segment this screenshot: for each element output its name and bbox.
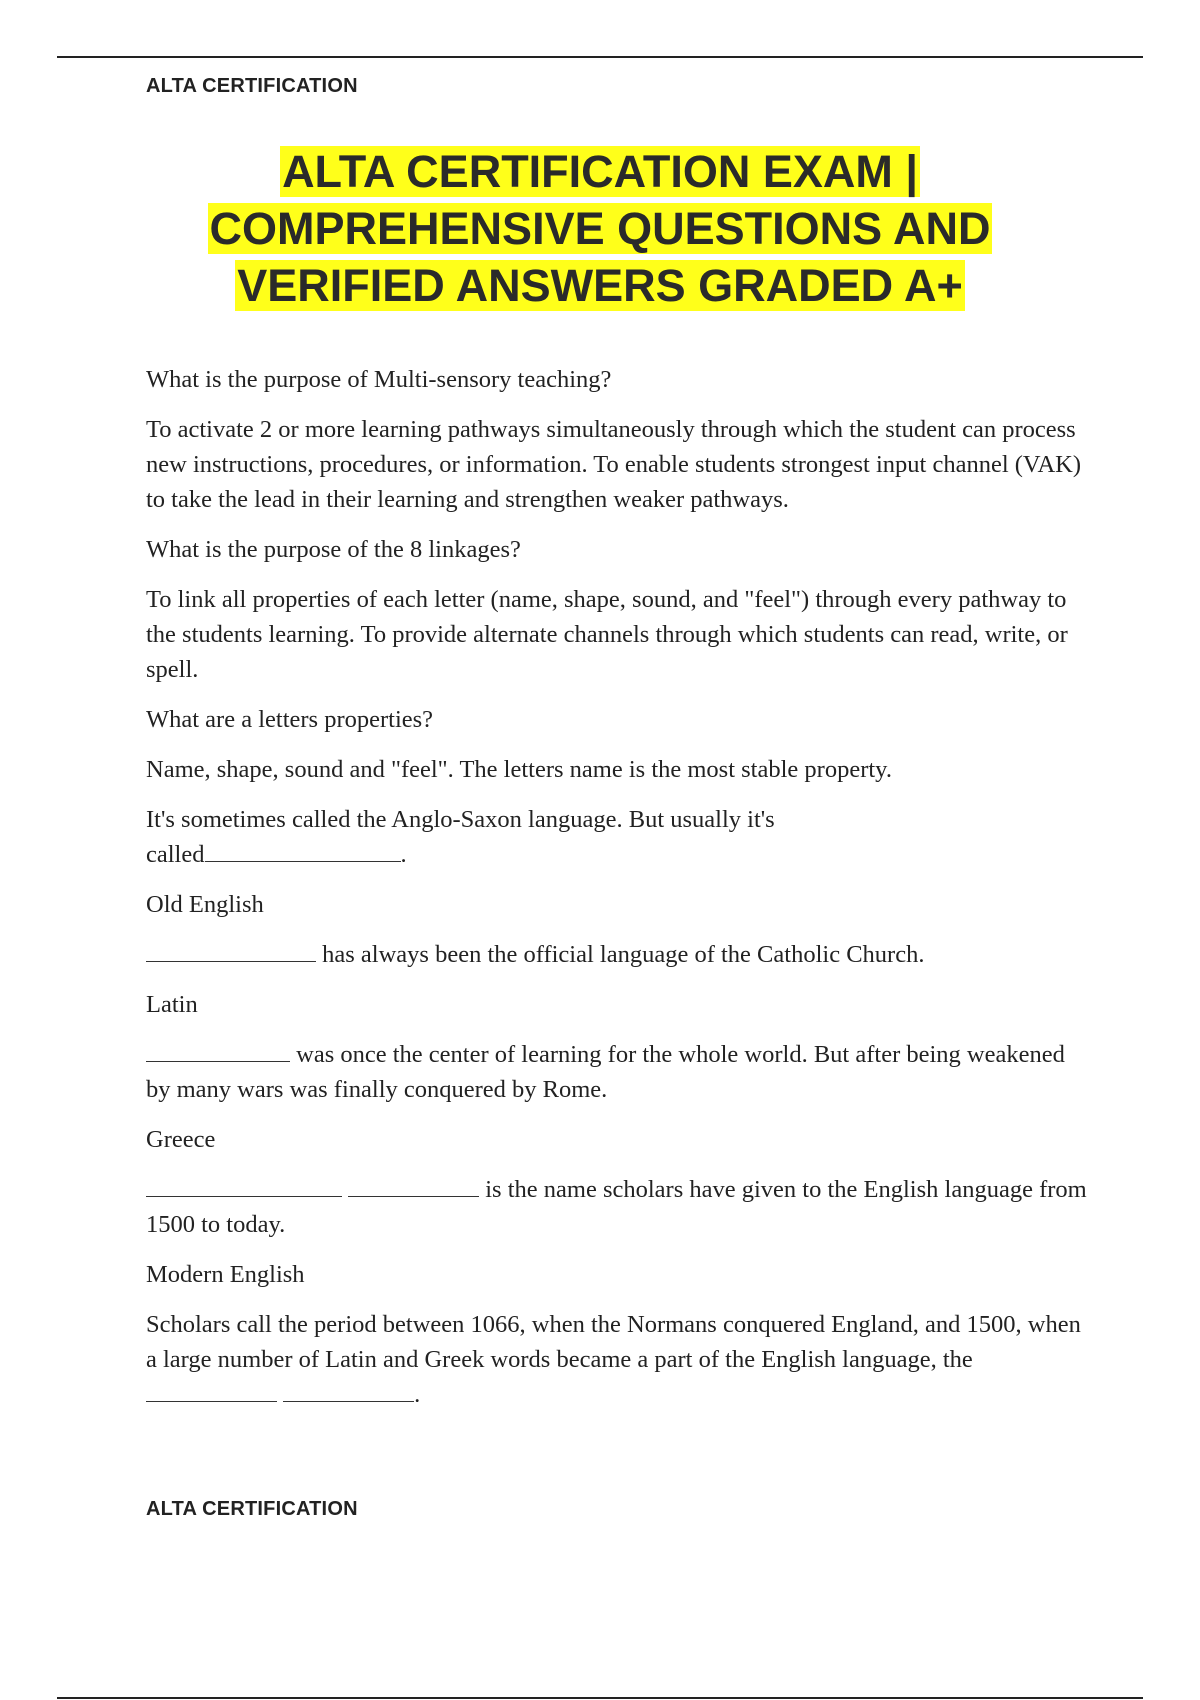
- question-5-text: has always been the official language of the Catholic Church.: [316, 941, 925, 968]
- question-8: [146, 1307, 1090, 1412]
- question-8-end: .: [414, 1381, 421, 1408]
- question-5: [146, 937, 1090, 972]
- title-line-2: COMPREHENSIVE QUESTIONS AND: [209, 203, 991, 254]
- question-7-text: is the name scholars have given to the English language from 1500 to today.: [146, 1176, 1087, 1238]
- answer-blank: [146, 1377, 277, 1402]
- title-line-1: ALTA CERTIFICATION EXAM |: [282, 146, 918, 197]
- answer-blank: [205, 837, 401, 862]
- question-8-text: Scholars call the period between 1066, when the Normans conquered England, and 1500, when a large number of Latin and Greek words became a part of the English language, the: [146, 1311, 1081, 1373]
- answer-3: Name, shape, sound and "feel". The letters name is the most stable property.: [146, 756, 892, 783]
- answer-blank: [146, 1172, 342, 1197]
- question-4-line-1: It's sometimes called the Anglo-Saxon language. But usually it's: [146, 806, 775, 833]
- question-7: [146, 1172, 1090, 1242]
- answer-5: Latin: [146, 991, 198, 1018]
- answer-6: Greece: [146, 1126, 216, 1153]
- answer-4: Old English: [146, 891, 264, 918]
- running-header-top: ALTA CERTIFICATION: [146, 75, 358, 97]
- document-title: [120, 143, 1080, 314]
- running-header-bottom: ALTA CERTIFICATION: [146, 1498, 358, 1520]
- question-4-end: .: [400, 841, 407, 868]
- answer-blank: [348, 1172, 479, 1197]
- question-2: What is the purpose of the 8 linkages?: [146, 536, 521, 563]
- question-1: What is the purpose of Multi-sensory teaching?: [146, 366, 612, 393]
- bottom-rule: [57, 1697, 1143, 1699]
- title-line-3: VERIFIED ANSWERS GRADED A+: [237, 260, 963, 311]
- qa-content: [146, 362, 1090, 1427]
- question-4: [146, 802, 1090, 872]
- answer-7: Modern English: [146, 1261, 305, 1288]
- answer-blank: [146, 937, 316, 962]
- answer-2: To link all properties of each letter (name, shape, sound, and "feel") through every pathway to the students learning. To provide alternate channels through which students can read, write, or spell.: [146, 586, 1068, 683]
- question-6-text: was once the center of learning for the whole world. But after being weakened by many wars was finally conquered by Rome.: [146, 1041, 1065, 1103]
- question-6: [146, 1037, 1090, 1107]
- answer-blank: [283, 1377, 414, 1402]
- answer-blank: [146, 1037, 290, 1062]
- answer-1: To activate 2 or more learning pathways simultaneously through which the student can process new instructions, procedures, or information. To enable students strongest input channel (VAK) to take the lead in their learning and strengthen weaker pathways.: [146, 416, 1081, 513]
- question-4-start: called: [146, 841, 205, 868]
- top-rule: [57, 56, 1143, 58]
- question-3: What are a letters properties?: [146, 706, 434, 733]
